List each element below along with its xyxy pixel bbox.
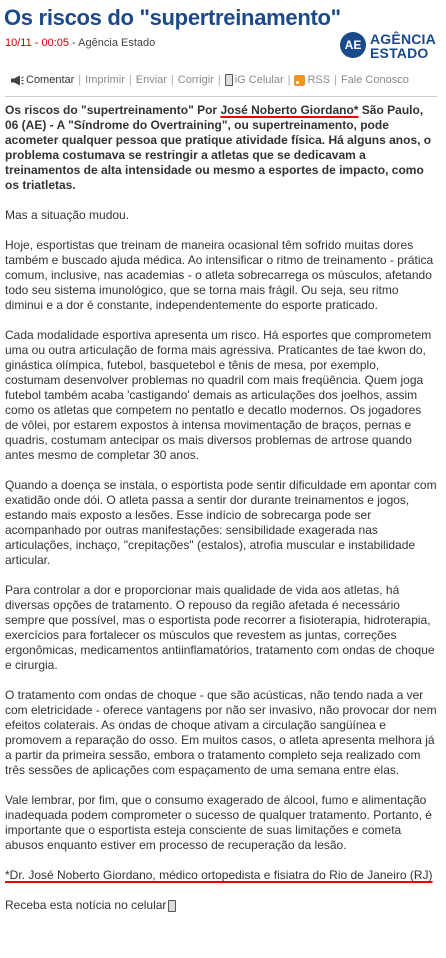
logo-line1: AGÊNCIA — [370, 31, 436, 47]
separator: | — [78, 74, 82, 86]
print-link[interactable]: Imprimir — [85, 74, 125, 86]
paragraph: Mas a situação mudou. — [5, 208, 130, 222]
lead-prefix: Os riscos do "supertreinamento" Por — [5, 103, 221, 117]
comment-link[interactable] — [10, 74, 74, 86]
lead-text: São Paulo, 06 (AE) - A "Síndrome do Overtraining", ou supertreinamento, pode acometer qualquer pessoa que pratique atividade física. Há alguns anos, o problema costumava se restringir a atletas que se dedicavam a treinamentos de alta intensidade ou mesmo a esportes de impacto, como os triatletas. — [5, 103, 432, 192]
ig-celular-link[interactable] — [225, 74, 284, 86]
rss-label: RSS — [307, 74, 331, 86]
receive-on-cellphone-link[interactable] — [5, 898, 176, 913]
separator: | — [334, 74, 337, 86]
rss-icon — [294, 75, 305, 86]
paragraph: Vale lembrar, por fim, que o consumo exagerado de álcool, fumo e alimentação inadequada podem comprometer o sucesso de qualquer tratamento. Portanto, é importante que o esportista esteja consciente de suas limitações e cometa abusos enquanto estiver em processo de recuperação da lesão. — [5, 793, 432, 852]
rss-link[interactable] — [294, 74, 330, 86]
agencia-estado-logo — [340, 30, 440, 62]
article-lead — [5, 103, 437, 193]
comment-label: Comentar — [26, 74, 75, 86]
megaphone-icon — [10, 75, 24, 86]
separator: | — [287, 74, 291, 86]
article-toolbar — [10, 74, 409, 86]
correct-link[interactable]: Corrigir — [177, 74, 214, 86]
article-body — [5, 103, 437, 913]
divider — [5, 96, 437, 97]
receive-label: Receba esta notícia no celular — [5, 898, 167, 912]
news-source: - Agência Estado — [69, 37, 156, 49]
dateline — [5, 37, 155, 49]
page-title: Os riscos do "supertreinamento" — [4, 5, 341, 30]
footnote-text: *Dr. José Noberto Giordano, médico ortopedista e fisiatra do Rio de Janeiro (RJ) — [5, 868, 433, 882]
author-footnote — [5, 868, 437, 883]
author-name: José Noberto Giordano* — [220, 103, 359, 117]
paragraph: Hoje, esportistas que treinam de maneira ocasional têm sofrido muitas dores também e buscado ajuda médica. Ao intensificar o ritmo de treinamento - prática comum, inclusive, nas academias - o atleta sobrecarrega os músculos, afetando todo seu sistema imunológico, que se torna mais frágil. Ou seja, seu ritmo diminui e a dor é constante, independentemente do esporte praticado. — [5, 238, 434, 312]
separator: | — [128, 74, 132, 86]
publish-date: 10/11 - 00:05 — [5, 37, 70, 49]
cellphone-icon — [225, 74, 233, 86]
paragraph: Quando a doença se instala, o esportista pode sentir dificuldade em apontar com exatidão onde dói. O atleta passa a sentir dor durante treinamentos e jogos, estando mais exposto a lesões. Esse indício de sobrecarga pode ser acompanhado por outras manifestações: sensibilidade exagerada nas articulações, inchaço, "crepitações" (estalos), atrofia muscular e instabilidade articular. — [5, 478, 437, 567]
paragraph: O tratamento com ondas de choque - que são acústicas, não tendo nada a ver com eletricidade - oferece vantagens por não ser invasivo, não provocar dor nem efeitos colaterais. As ondas de choque ativam a circulação sangüínea e promovem a reparação do osso. Em muitos casos, o atleta apresenta melhora já a partir da primeira sessão, embora o tratamento completo seja realizado com três sessões de aplicações com espaçamento de uma semana entre elas. — [5, 688, 437, 777]
logo-badge: AE — [340, 32, 366, 58]
separator: | — [170, 74, 174, 86]
send-link[interactable]: Enviar — [135, 74, 167, 86]
cellphone-icon — [168, 900, 176, 912]
contact-link[interactable]: Fale Conosco — [340, 74, 409, 86]
paragraph: Para controlar a dor e proporcionar mais qualidade de vida aos atletas, há diversas opções de tratamento. O repouso da região afetada é necessário sempre que possível, mas o esportista pode recorrer a fisioterapia, hidroterapia, exercícios para fortalecer os músculos que revestem as juntas, correções ergonômicas, medicamentos antiinflamatórios, tratamento com ondas de choque e cirurgia. — [5, 583, 435, 672]
paragraph: Cada modalidade esportiva apresenta um risco. Há esportes que comprometem uma ou outra articulação de forma mais agressiva. Praticantes de tae kwon do, ginástica olímpica, futebol, basquetebol e tênis de mesa, por exemplo, costumam desenvolver problemas no quadril com mais freqüência. Quem joga futebol também acaba 'castigando' demais as articulações dos joelhos, assim como os atletas que competem no pentatlo e decatlo modernos. Os jogadores de vôlei, por estarem expostos à intensa movimentação de braços, pernas e quadris, costumam antecipar os mais diversos problemas de artrose quando antes mesmo de completar 30 anos. — [5, 328, 432, 462]
ig-celular-label: iG Celular — [234, 74, 284, 86]
separator: | — [217, 74, 221, 86]
logo-line2: ESTADO — [370, 45, 429, 61]
